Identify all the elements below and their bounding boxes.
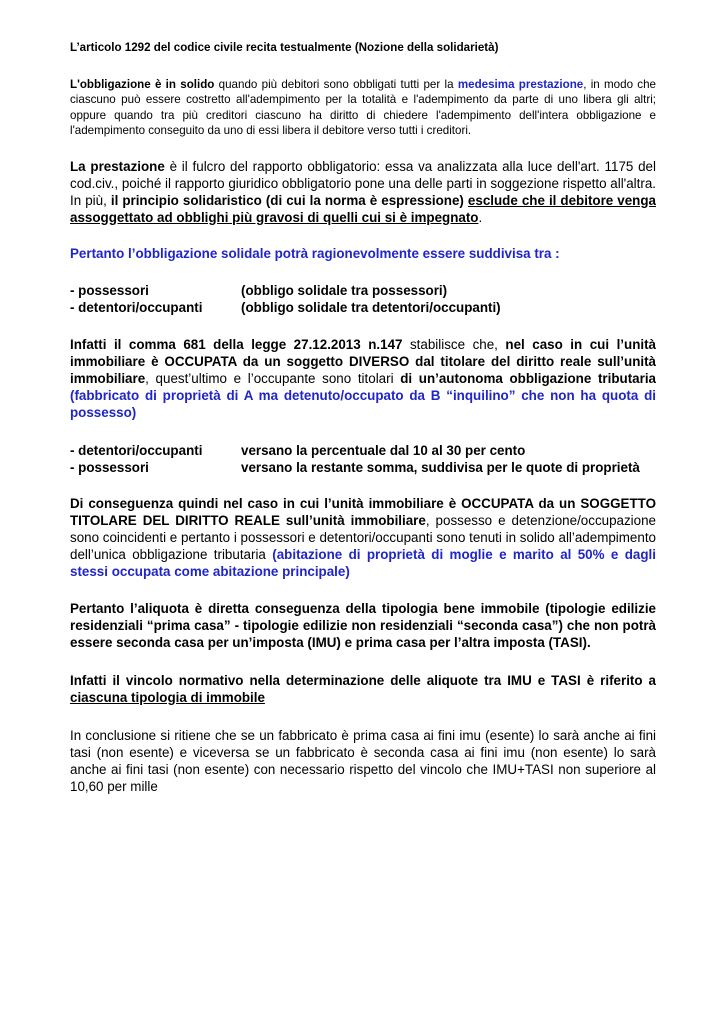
text-bold: Infatti il vincolo normativo nella determinazione delle aliquote tra IMU e TASI è riferito a xyxy=(70,672,656,688)
payment-list xyxy=(70,442,656,476)
list-item-value: versano la restante somma, suddivisa per le quote di proprietà xyxy=(241,459,640,475)
paragraph-vincolo xyxy=(70,672,656,706)
paragraph-solidarity-definition xyxy=(70,77,656,139)
text-blue-bold: medesima prestazione xyxy=(457,77,584,91)
paragraph-conclusion: In conclusione si ritiene che se un fabbricato è prima casa ai fini imu (esente) lo sarà anche ai fini tasi (non esente) e viceversa se un fabbricato è seconda casa ai fini imu (non esente) lo sarà anche ai fini tasi (non esente) con necessario rispetto del vincolo che IMU+TASI non superiore al 10,60 per mille xyxy=(70,727,656,794)
text-blue-bold: (fabbricato di proprietà di A ma detenuto/occupato da B “inquilino” che non ha quota di possesso) xyxy=(70,387,656,420)
text-bold: L'obbligazione è in solido xyxy=(70,77,215,91)
paragraph-prestazione xyxy=(70,158,656,226)
text-bold: il principio solidaristico (di cui la norma è espressione) xyxy=(110,192,468,208)
text-blue-bold: (abitazione di proprietà di moglie e marito al 50% e dagli stessi occupata come abitazione principale) xyxy=(70,546,656,579)
list-item xyxy=(70,442,656,459)
list-item-label: - detentori/occupanti xyxy=(70,299,203,315)
text-bold: La prestazione xyxy=(70,158,165,174)
paragraph-subdivision-intro: Pertanto l’obbligazione solidale potrà ragionevolmente essere suddivisa tra : xyxy=(70,245,560,261)
list-item-value: versano la percentuale dal 10 al 30 per cento xyxy=(241,442,526,458)
text: stabilisce che, xyxy=(402,336,506,352)
paragraph-consequence xyxy=(70,495,656,580)
list-item-value: (obbligo solidale tra possessori) xyxy=(241,282,448,298)
text-bold: nel caso in cui l’unità immobiliare è OCCUPATA da un soggetto DIVERSO dal titolare del diritto reale sull’unità immobiliare xyxy=(70,336,657,386)
paragraph-comma-681 xyxy=(70,336,656,421)
text-bold: Infatti il comma 681 della legge 27.12.2013 n.147 xyxy=(70,336,403,352)
text-bold: di un’autonoma obbligazione tributaria xyxy=(400,370,656,386)
text: , in modo che ciascuno può essere costretto all'adempimento per la totalità e l'adempimento da parte di uno libera gli altri; oppure quando tra più creditori ciascuno ha diritto di chiedere l'adempimento dell'intera obbligazione e l'adempimento conseguito da uno di essi libera il debitore verso tutti i creditori. xyxy=(70,77,656,137)
obligation-list xyxy=(70,282,656,316)
list-item-value: (obbligo solidale tra detentori/occupanti) xyxy=(241,299,501,315)
list-item xyxy=(70,459,656,476)
text-bold: Di conseguenza quindi nel caso in cui l’unità immobiliare è OCCUPATA da un SOGGETTO TITOLARE DEL DIRITTO REALE sull’unità immobiliare xyxy=(70,495,656,528)
text: , possesso e detenzione/occupazione sono coincidenti e pertanto i possessori e detentori/occupanti sono tenuti in solido all’adempimento dell’unica obbligazione tributaria xyxy=(70,512,656,562)
list-item xyxy=(70,299,656,316)
text-bold-underlined: ciascuna tipologia di immobile xyxy=(70,689,265,705)
text: è il fulcro del rapporto obbligatorio: essa va analizzata alla luce dell'art. 1175 del cod.civ., poiché il rapporto giuridico obbligatorio pone una delle parti in soggezione rispetto all'altra. In più, xyxy=(70,158,656,208)
text-bold-underlined: esclude che il debitore venga assoggettato ad obblighi più gravosi di quelli cui si è impegnato xyxy=(70,192,656,225)
list-item-label: - possessori xyxy=(70,459,149,475)
list-item xyxy=(70,282,656,299)
list-item-label: - possessori xyxy=(70,282,149,298)
text: quando più debitori sono obbligati tutti per la xyxy=(214,77,458,91)
article-heading: L’articolo 1292 del codice civile recita testualmente (Nozione della solidarietà) xyxy=(70,41,499,54)
text: . xyxy=(478,209,483,225)
paragraph-aliquota: Pertanto l’aliquota è diretta conseguenza della tipologia bene immobile (tipologie edilizie residenziali “prima casa” - tipologie edilizie non residenziali “seconda casa”) che non potrà essere seconda casa per un’imposta (IMU) e prima casa per l’altra imposta (TASI). xyxy=(70,600,656,650)
document-page xyxy=(70,40,656,795)
list-item-label: - detentori/occupanti xyxy=(70,442,203,458)
text: , quest’ultimo e l’occupante sono titolari xyxy=(145,370,401,386)
